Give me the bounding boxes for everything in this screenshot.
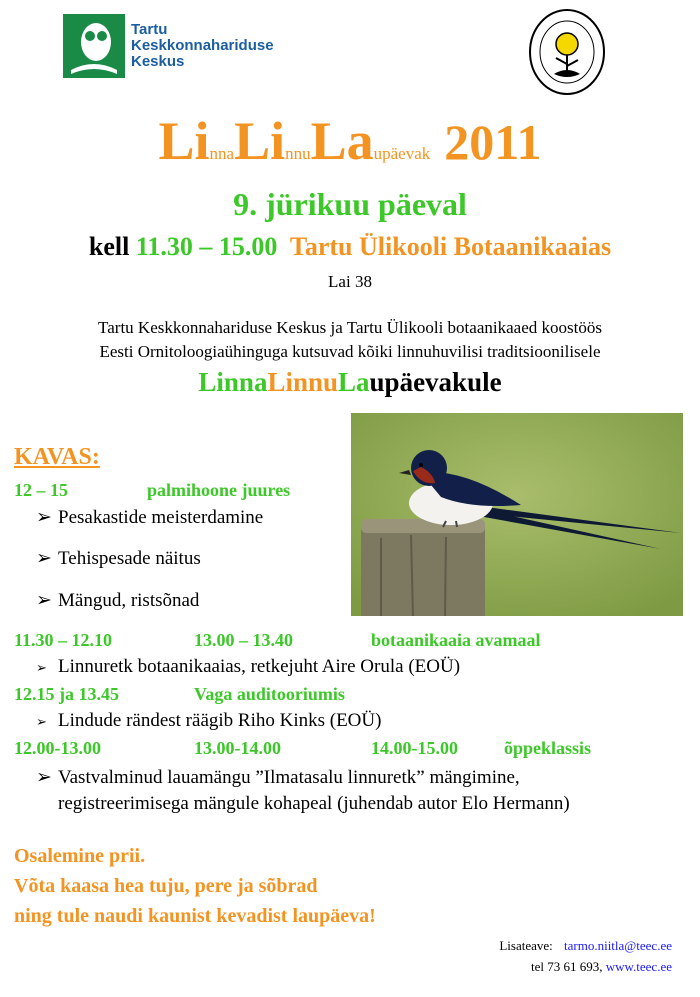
event-title [0, 110, 700, 172]
contact-info [499, 938, 672, 954]
title-part: Li [234, 111, 286, 171]
program-item: ➢ Mängud, ristsõnad [36, 590, 200, 611]
program-item: ➢ Tehispesade näitus [36, 548, 201, 569]
footer-line: Osalemine prii. [14, 845, 146, 867]
time-prefix: kell [88, 232, 130, 261]
block-location: õppeklassis [504, 738, 592, 758]
title-year: 2011 [444, 114, 542, 170]
subtitle-part: Linnu [267, 367, 339, 397]
event-time-line [0, 232, 700, 262]
block-time: 12 – 15 [14, 480, 68, 500]
tartu-keskkonnahariduse-logo [63, 14, 274, 78]
title-part: nnu [285, 144, 311, 163]
item-label: Linnuretk botaanikaaias, retkejuht Aire Orula (EOÜ) [58, 656, 461, 677]
program-item-continued: registreerimisega mängule kohapeal (juhendab autor Elo Hermann) [58, 793, 570, 814]
intro-line: Tartu Keskkonnahariduse Keskus ja Tartu Ülikooli botaanikaaed koostöös [98, 318, 602, 337]
event-address: Lai 38 [328, 272, 372, 291]
event-subtitle [0, 367, 700, 398]
title-part: La [310, 111, 374, 171]
program-block1-header [14, 480, 291, 501]
footer-line: Võta kaasa hea tuju, pere ja sõbrad [14, 875, 318, 897]
program-title: KAVAS: [14, 444, 100, 470]
program-item: ➢ Pesakastide meisterdamine [36, 507, 264, 528]
contact-label: Lisateave: [499, 938, 553, 953]
event-date: 9. jürikuu päeval [233, 186, 467, 222]
title-part: upäevak [373, 144, 431, 163]
block-time: 13.00 – 13.40 [194, 630, 293, 650]
logo-line: Keskkonnahariduse [131, 37, 274, 54]
website-link[interactable]: www.teec.ee [605, 959, 672, 974]
contact-phone-line [531, 959, 672, 975]
owl-icon [63, 14, 125, 78]
subtitle-part: Linna [198, 367, 268, 397]
footer-line: ning tule naudi kaunist kevadist laupäeva! [14, 905, 376, 927]
program-item: ➢ Linnuretk botaanikaaias, retkejuht Aire Orula (EOÜ) [36, 656, 461, 677]
intro-line: Eesti Ornitoloogiaühinguga kutsuvad kõiki linnuhuvilisi traditsioonilisele [99, 342, 601, 361]
item-label: Pesakastide meisterdamine [58, 507, 264, 528]
contact-phone: tel 73 61 693, [530, 959, 603, 974]
hortus-botanicus-seal [528, 8, 606, 96]
intro-text [0, 316, 700, 364]
block-time: 11.30 – 12.10 [14, 630, 113, 650]
item-label: Lindude rändest räägib Riho Kinks (EOÜ) [58, 710, 382, 731]
block-time: 12.15 ja 13.45 [14, 684, 119, 704]
block-time: 13.00-14.00 [194, 738, 281, 758]
subtitle-part: upäevakule [369, 367, 502, 397]
event-place: Tartu Ülikooli Botaanikaaias [289, 232, 612, 261]
block-location: Vaga auditooriumis [194, 684, 345, 704]
program-item: ➢ Lindude rändest räägib Riho Kinks (EOÜ) [36, 710, 382, 731]
program-block4-header [14, 738, 674, 759]
logo-line: Keskus [131, 53, 185, 70]
email-link[interactable]: tarmo.niitla@teec.ee [564, 938, 672, 953]
block-location: palmihoone juures [147, 480, 291, 500]
program-item: ➢ Vastvalminud lauamängu ”Ilmatasalu linnuretk” mängimine, [36, 767, 520, 788]
program-block2-header [14, 630, 674, 651]
block-time: 14.00-15.00 [371, 738, 458, 758]
item-label: Vastvalminud lauamängu ”Ilmatasalu linnuretk” mängimine, [58, 767, 520, 788]
item-label: Tehispesade näitus [58, 548, 201, 569]
title-part: nna [209, 144, 235, 163]
logo-line: Tartu [131, 21, 168, 38]
item-label: Mängud, ristsõnad [58, 590, 200, 611]
block-location: botaanikaaia avamaal [371, 630, 541, 650]
swallow-photo [351, 413, 683, 616]
title-part: Li [158, 111, 210, 171]
subtitle-part: La [338, 367, 370, 397]
block-time: 12.00-13.00 [14, 738, 101, 758]
program-block3-header [14, 684, 345, 705]
event-time: 11.30 – 15.00 [135, 232, 278, 261]
